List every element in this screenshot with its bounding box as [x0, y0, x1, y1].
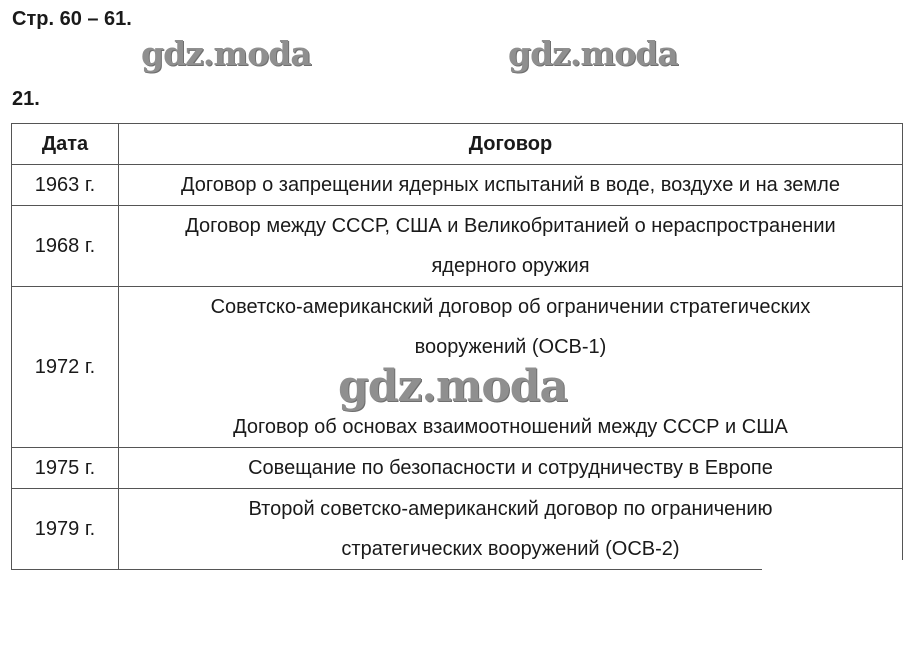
task-number: 21.	[12, 88, 40, 110]
treaty-text: Советско-американский договор об ограничении стратегических	[210, 296, 811, 318]
watermark-logo: gdz.moda	[338, 361, 568, 412]
treaty-text: Договор между СССР, США и Великобританией о нераспространении	[185, 215, 836, 237]
date-cell: 1972 г.	[12, 287, 119, 448]
watermark-logo: gdz.moda	[141, 34, 311, 73]
date-cell: 1963 г.	[12, 165, 119, 206]
date-cell: 1979 г.	[12, 489, 119, 570]
treaty-text: Договор об основах взаимоотношений между СССР и США	[233, 416, 788, 438]
treaty-text: ядерного оружия	[431, 255, 590, 277]
scan-edge	[762, 560, 916, 580]
treaty-cell	[119, 165, 903, 206]
date-cell: 1968 г.	[12, 206, 119, 287]
treaty-cell	[119, 489, 903, 570]
table-header-row	[12, 124, 903, 165]
table-row	[12, 165, 903, 206]
column-header-date: Дата	[12, 124, 119, 165]
treaty-text: Договор о запрещении ядерных испытаний в воде, воздухе и на земле	[181, 174, 840, 196]
treaty-text: стратегических вооружений (ОСВ-2)	[341, 538, 680, 560]
table-row	[12, 206, 903, 287]
treaty-text: Совещание по безопасности и сотрудничеству в Европе	[248, 457, 773, 479]
table-row	[12, 489, 903, 570]
treaty-text: вооружений (ОСВ-1)	[414, 336, 607, 358]
table-row	[12, 448, 903, 489]
watermark-logo: gdz.moda	[508, 34, 678, 73]
treaties-table	[11, 123, 903, 570]
treaty-text: Второй советско-американский договор по ограничению	[248, 498, 773, 520]
treaty-cell	[119, 206, 903, 287]
treaty-cell	[119, 448, 903, 489]
page-reference: Стр. 60 – 61.	[12, 8, 132, 30]
column-header-treaty: Договор	[119, 124, 903, 165]
date-cell: 1975 г.	[12, 448, 119, 489]
